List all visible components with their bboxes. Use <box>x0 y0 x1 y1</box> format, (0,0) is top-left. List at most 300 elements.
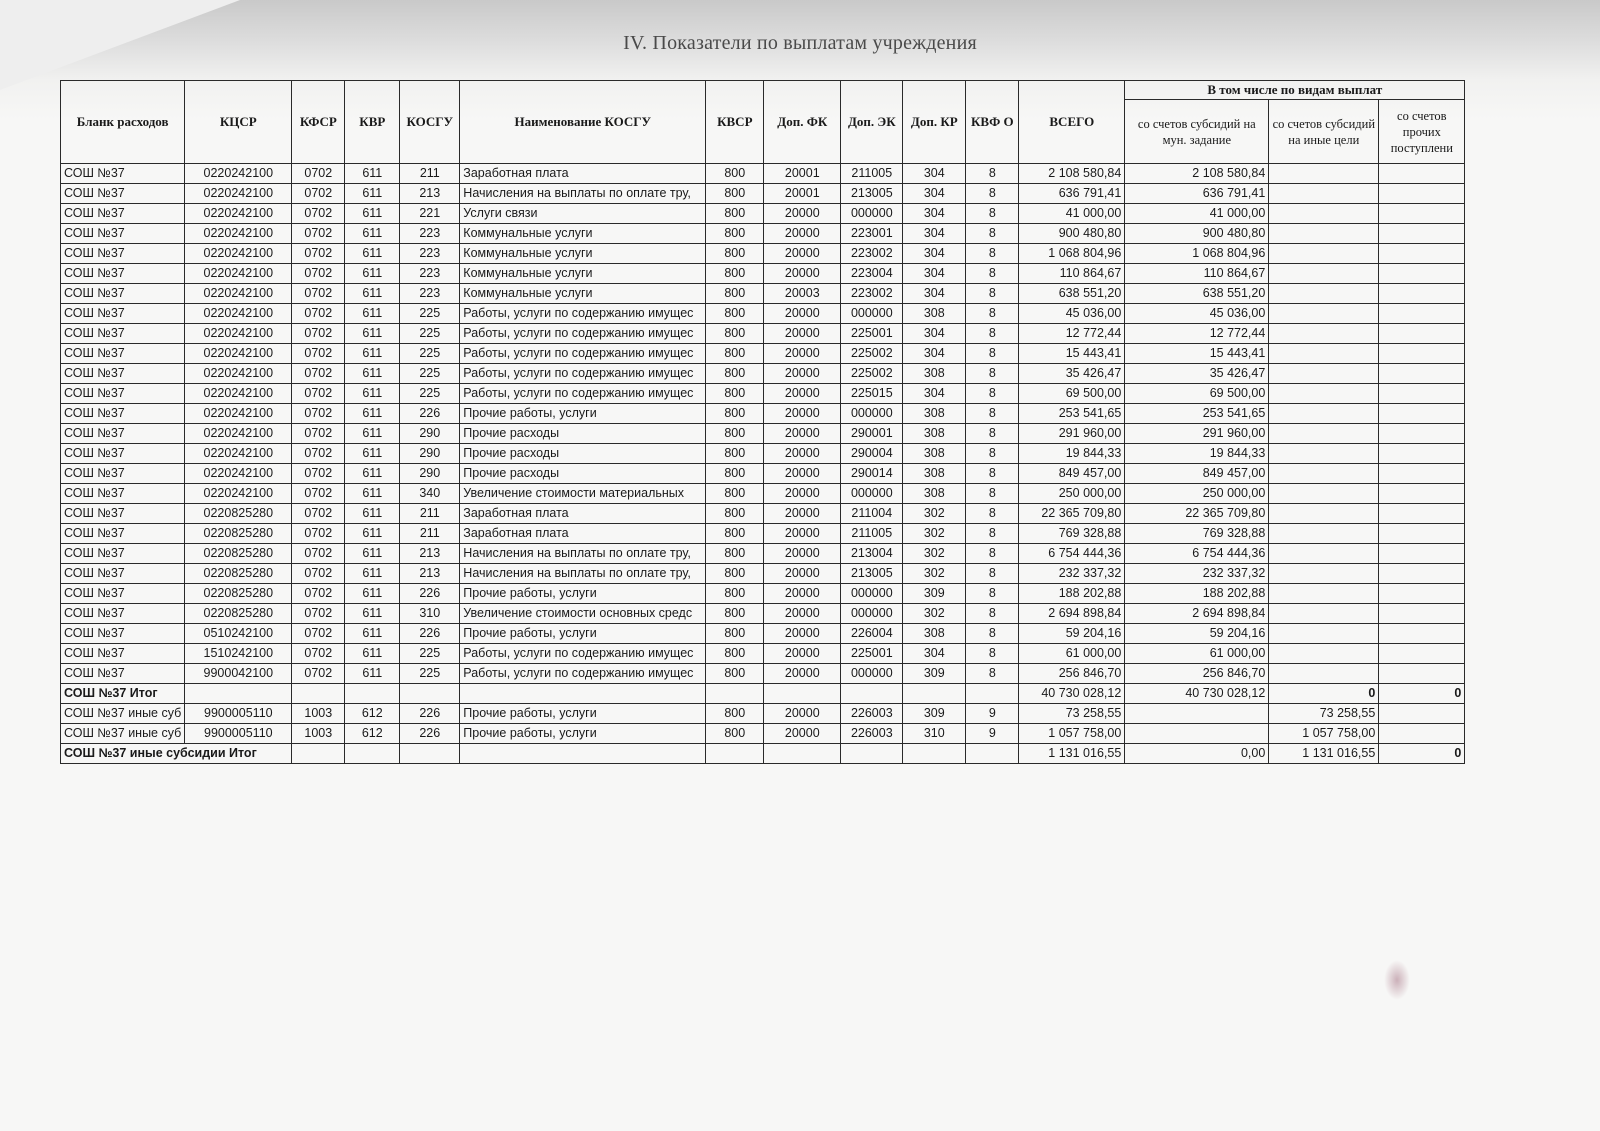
total-cell: 35 426,47 <box>1019 364 1125 384</box>
kosgu-cell: 225 <box>400 324 460 344</box>
kvr-cell: 611 <box>345 624 400 644</box>
kfsr-cell: 0702 <box>292 444 345 464</box>
kvsr-cell: 800 <box>706 584 764 604</box>
dop-kr-cell: 304 <box>903 164 966 184</box>
kfsr-cell: 0702 <box>292 324 345 344</box>
dop-ek-cell: 225015 <box>841 384 903 404</box>
sub-mun-task-cell: 35 426,47 <box>1125 364 1269 384</box>
header-payment-types-group: В том числе по видам выплат <box>1125 81 1465 100</box>
dop-ek-cell: 213005 <box>841 184 903 204</box>
sub-mun-task-cell: 19 844,33 <box>1125 444 1269 464</box>
kvr-cell: 612 <box>345 704 400 724</box>
total-cell: 849 457,00 <box>1019 464 1125 484</box>
table-row <box>61 584 1465 604</box>
dop-fk-cell: 20003 <box>764 284 841 304</box>
dop-kr-cell: 308 <box>903 464 966 484</box>
page-title: IV. Показатели по выплатам учреждения <box>623 32 977 54</box>
name-cell: Работы, услуги по содержанию имущес <box>460 344 706 364</box>
kfsr-cell: 1003 <box>292 704 345 724</box>
kcsr-cell: 0220242100 <box>185 424 292 444</box>
sub-other-income-cell <box>1379 304 1465 324</box>
kvr-cell: 611 <box>345 344 400 364</box>
dop-fk-cell: 20000 <box>764 524 841 544</box>
blank-cell: СОШ №37 иные суб <box>61 724 185 744</box>
header-dop-ek: Доп. ЭК <box>841 81 903 164</box>
header-kcsr: КЦСР <box>185 81 292 164</box>
dop-ek-cell: 225002 <box>841 344 903 364</box>
kvr-cell: 611 <box>345 384 400 404</box>
sub-other-income-cell <box>1379 344 1465 364</box>
total-cell: 188 202,88 <box>1019 584 1125 604</box>
dop-kr-cell: 302 <box>903 564 966 584</box>
sub-other-goals-cell <box>1269 404 1379 424</box>
kcsr-cell: 0220242100 <box>185 484 292 504</box>
table-row <box>61 444 1465 464</box>
dop-ek-cell: 226004 <box>841 624 903 644</box>
dop-kr-cell: 304 <box>903 324 966 344</box>
dop-ek-cell: 225002 <box>841 364 903 384</box>
kvsr-cell: 800 <box>706 304 764 324</box>
kfsr-cell: 0702 <box>292 624 345 644</box>
header-kvsr: КВСР <box>706 81 764 164</box>
table-row <box>61 604 1465 624</box>
total-cell: 2 108 580,84 <box>1019 164 1125 184</box>
total-cell: 291 960,00 <box>1019 424 1125 444</box>
kvfo-cell: 8 <box>966 264 1019 284</box>
kvfo-cell: 8 <box>966 624 1019 644</box>
name-cell: Работы, услуги по содержанию имущес <box>460 664 706 684</box>
name-cell: Коммунальные услуги <box>460 224 706 244</box>
total-sub-other-income: 0 <box>1379 744 1465 764</box>
sub-other-goals-cell <box>1269 284 1379 304</box>
sub-other-income-cell <box>1379 224 1465 244</box>
blank-cell: СОШ №37 <box>61 544 185 564</box>
dop-fk-cell: 20000 <box>764 704 841 724</box>
table-row <box>61 164 1465 184</box>
dop-fk-cell: 20000 <box>764 444 841 464</box>
sub-other-income-cell <box>1379 664 1465 684</box>
total-cell: 6 754 444,36 <box>1019 544 1125 564</box>
sub-other-income-cell <box>1379 244 1465 264</box>
blank-cell: СОШ №37 <box>61 404 185 424</box>
sub-mun-task-cell: 110 864,67 <box>1125 264 1269 284</box>
dop-kr-cell: 302 <box>903 544 966 564</box>
name-cell: Увеличение стоимости основных средс <box>460 604 706 624</box>
kfsr-cell: 0702 <box>292 484 345 504</box>
kvfo-cell: 8 <box>966 544 1019 564</box>
blank-cell: СОШ №37 <box>61 364 185 384</box>
kfsr-cell: 0702 <box>292 644 345 664</box>
kvfo-cell: 8 <box>966 484 1019 504</box>
dop-kr-cell: 304 <box>903 644 966 664</box>
sub-other-goals-cell <box>1269 164 1379 184</box>
sub-other-goals-cell: 73 258,55 <box>1269 704 1379 724</box>
sub-other-goals-cell <box>1269 324 1379 344</box>
kvr-cell: 611 <box>345 504 400 524</box>
kvfo-cell: 8 <box>966 184 1019 204</box>
name-cell: Коммунальные услуги <box>460 264 706 284</box>
dop-kr-cell: 304 <box>903 284 966 304</box>
kvsr-cell: 800 <box>706 564 764 584</box>
sub-mun-task-cell: 291 960,00 <box>1125 424 1269 444</box>
total-cell: 253 541,65 <box>1019 404 1125 424</box>
sub-other-income-cell <box>1379 524 1465 544</box>
sub-other-goals-cell <box>1269 504 1379 524</box>
dop-kr-cell: 304 <box>903 224 966 244</box>
name-cell: Прочие расходы <box>460 444 706 464</box>
sub-other-goals-cell <box>1269 304 1379 324</box>
blank-cell: СОШ №37 <box>61 184 185 204</box>
table-row <box>61 464 1465 484</box>
dop-kr-cell: 302 <box>903 524 966 544</box>
total-value: 40 730 028,12 <box>1019 684 1125 704</box>
kvr-cell: 611 <box>345 444 400 464</box>
header-total: ВСЕГО <box>1019 81 1125 164</box>
kvr-cell: 611 <box>345 564 400 584</box>
payments-table <box>60 80 1465 764</box>
kvr-cell: 611 <box>345 664 400 684</box>
dop-fk-cell: 20000 <box>764 724 841 744</box>
total-cell: 638 551,20 <box>1019 284 1125 304</box>
kcsr-cell: 0220242100 <box>185 444 292 464</box>
name-cell: Прочие расходы <box>460 424 706 444</box>
blank-cell: СОШ №37 <box>61 244 185 264</box>
table-row <box>61 184 1465 204</box>
kcsr-cell: 0220825280 <box>185 524 292 544</box>
dop-ek-cell: 223001 <box>841 224 903 244</box>
kosgu-cell: 211 <box>400 524 460 544</box>
kcsr-cell: 0220825280 <box>185 604 292 624</box>
dop-kr-cell: 308 <box>903 484 966 504</box>
dop-kr-cell: 302 <box>903 604 966 624</box>
dop-kr-cell: 308 <box>903 624 966 644</box>
kvr-cell: 611 <box>345 484 400 504</box>
dop-fk-cell: 20000 <box>764 224 841 244</box>
blank-cell: СОШ №37 <box>61 444 185 464</box>
dop-kr-cell: 308 <box>903 444 966 464</box>
kfsr-cell: 0702 <box>292 464 345 484</box>
kcsr-cell: 0220242100 <box>185 404 292 424</box>
sub-other-income-cell <box>1379 264 1465 284</box>
dop-ek-cell: 223002 <box>841 284 903 304</box>
name-cell: Прочие работы, услуги <box>460 704 706 724</box>
dop-ek-cell: 000000 <box>841 404 903 424</box>
total-cell: 73 258,55 <box>1019 704 1125 724</box>
kvr-cell: 611 <box>345 204 400 224</box>
kvr-cell: 611 <box>345 644 400 664</box>
sub-other-goals-cell <box>1269 264 1379 284</box>
name-cell: Работы, услуги по содержанию имущес <box>460 384 706 404</box>
blank-cell: СОШ №37 <box>61 484 185 504</box>
kvfo-cell: 8 <box>966 304 1019 324</box>
table-row <box>61 204 1465 224</box>
sub-mun-task-cell: 41 000,00 <box>1125 204 1269 224</box>
name-cell: Работы, услуги по содержанию имущес <box>460 644 706 664</box>
sub-mun-task-cell: 45 036,00 <box>1125 304 1269 324</box>
kfsr-cell: 0702 <box>292 184 345 204</box>
sub-other-goals-cell: 1 057 758,00 <box>1269 724 1379 744</box>
dop-kr-cell: 310 <box>903 724 966 744</box>
kosgu-cell: 213 <box>400 564 460 584</box>
dop-kr-cell: 304 <box>903 184 966 204</box>
sub-mun-task-cell: 69 500,00 <box>1125 384 1269 404</box>
name-cell: Увеличение стоимости материальных <box>460 484 706 504</box>
name-cell: Начисления на выплаты по оплате тру, <box>460 564 706 584</box>
dop-fk-cell: 20000 <box>764 264 841 284</box>
name-cell: Работы, услуги по содержанию имущес <box>460 324 706 344</box>
total-cell: 256 846,70 <box>1019 664 1125 684</box>
sub-mun-task-cell: 849 457,00 <box>1125 464 1269 484</box>
kosgu-cell: 211 <box>400 164 460 184</box>
kvfo-cell: 8 <box>966 424 1019 444</box>
kvsr-cell: 800 <box>706 484 764 504</box>
kosgu-cell: 340 <box>400 484 460 504</box>
dop-fk-cell: 20000 <box>764 644 841 664</box>
blank-cell: СОШ №37 <box>61 664 185 684</box>
blank-cell: СОШ №37 <box>61 304 185 324</box>
sub-other-income-cell <box>1379 164 1465 184</box>
kvfo-cell: 8 <box>966 524 1019 544</box>
sub-other-income-cell <box>1379 504 1465 524</box>
kvfo-cell: 8 <box>966 164 1019 184</box>
sub-mun-task-cell: 2 108 580,84 <box>1125 164 1269 184</box>
kvsr-cell: 800 <box>706 164 764 184</box>
kvr-cell: 611 <box>345 584 400 604</box>
name-cell: Начисления на выплаты по оплате тру, <box>460 544 706 564</box>
table-row <box>61 644 1465 664</box>
dop-kr-cell: 308 <box>903 304 966 324</box>
dop-ek-cell: 000000 <box>841 604 903 624</box>
table-row <box>61 544 1465 564</box>
table-row <box>61 624 1465 644</box>
kfsr-cell: 1003 <box>292 724 345 744</box>
sub-other-income-cell <box>1379 624 1465 644</box>
dop-fk-cell: 20000 <box>764 404 841 424</box>
kcsr-cell: 0220242100 <box>185 384 292 404</box>
dop-fk-cell: 20000 <box>764 464 841 484</box>
total-value: 1 131 016,55 <box>1019 744 1125 764</box>
sub-mun-task-cell: 6 754 444,36 <box>1125 544 1269 564</box>
kcsr-cell: 9900042100 <box>185 664 292 684</box>
kvfo-cell: 8 <box>966 324 1019 344</box>
sub-mun-task-cell: 636 791,41 <box>1125 184 1269 204</box>
name-cell: Прочие работы, услуги <box>460 724 706 744</box>
kfsr-cell: 0702 <box>292 224 345 244</box>
dop-ek-cell: 000000 <box>841 204 903 224</box>
sub-mun-task-cell: 253 541,65 <box>1125 404 1269 424</box>
name-cell: Заработная плата <box>460 504 706 524</box>
dop-fk-cell: 20000 <box>764 364 841 384</box>
sub-other-goals-cell <box>1269 464 1379 484</box>
sub-other-goals-cell <box>1269 484 1379 504</box>
dop-fk-cell: 20000 <box>764 304 841 324</box>
name-cell: Заработная плата <box>460 524 706 544</box>
kvsr-cell: 800 <box>706 324 764 344</box>
name-cell: Прочие работы, услуги <box>460 584 706 604</box>
kvr-cell: 611 <box>345 544 400 564</box>
kcsr-cell: 9900005110 <box>185 724 292 744</box>
sub-mun-task-cell: 256 846,70 <box>1125 664 1269 684</box>
table-row <box>61 404 1465 424</box>
header-dop-fk: Доп. ФК <box>764 81 841 164</box>
total-cell: 1 057 758,00 <box>1019 724 1125 744</box>
kvsr-cell: 800 <box>706 544 764 564</box>
kvfo-cell: 8 <box>966 244 1019 264</box>
sub-other-income-cell <box>1379 704 1465 724</box>
dop-fk-cell: 20000 <box>764 244 841 264</box>
kcsr-cell: 1510242100 <box>185 644 292 664</box>
kvr-cell: 611 <box>345 364 400 384</box>
total-cell: 636 791,41 <box>1019 184 1125 204</box>
kfsr-cell: 0702 <box>292 424 345 444</box>
blank-cell: СОШ №37 <box>61 284 185 304</box>
kvr-cell: 611 <box>345 224 400 244</box>
table-row <box>61 304 1465 324</box>
table-row <box>61 284 1465 304</box>
dop-kr-cell: 309 <box>903 584 966 604</box>
sub-other-goals-cell <box>1269 544 1379 564</box>
kvsr-cell: 800 <box>706 364 764 384</box>
table-row <box>61 484 1465 504</box>
total-cell: 232 337,32 <box>1019 564 1125 584</box>
kosgu-cell: 225 <box>400 384 460 404</box>
blank-cell: СОШ №37 иные суб <box>61 704 185 724</box>
sub-other-income-cell <box>1379 204 1465 224</box>
kosgu-cell: 221 <box>400 204 460 224</box>
sub-other-goals-cell <box>1269 664 1379 684</box>
total-cell: 900 480,80 <box>1019 224 1125 244</box>
sub-other-goals-cell <box>1269 564 1379 584</box>
kvsr-cell: 800 <box>706 224 764 244</box>
kfsr-cell: 0702 <box>292 164 345 184</box>
blank-cell: СОШ №37 <box>61 604 185 624</box>
sub-mun-task-cell: 250 000,00 <box>1125 484 1269 504</box>
sub-mun-task-cell: 12 772,44 <box>1125 324 1269 344</box>
table-row <box>61 504 1465 524</box>
dop-ek-cell: 225001 <box>841 324 903 344</box>
dop-ek-cell: 223004 <box>841 264 903 284</box>
kvr-cell: 611 <box>345 324 400 344</box>
blank-cell: СОШ №37 <box>61 264 185 284</box>
sub-other-goals-cell <box>1269 224 1379 244</box>
blank-cell: СОШ №37 <box>61 344 185 364</box>
total-cell: 769 328,88 <box>1019 524 1125 544</box>
kvr-cell: 611 <box>345 464 400 484</box>
kosgu-cell: 226 <box>400 584 460 604</box>
sub-other-goals-cell <box>1269 204 1379 224</box>
sub-mun-task-cell: 59 204,16 <box>1125 624 1269 644</box>
dop-fk-cell: 20001 <box>764 164 841 184</box>
kfsr-cell: 0702 <box>292 404 345 424</box>
dop-kr-cell: 302 <box>903 504 966 524</box>
kvsr-cell: 800 <box>706 504 764 524</box>
blank-cell: СОШ №37 <box>61 424 185 444</box>
kcsr-cell: 0220825280 <box>185 564 292 584</box>
table-total-other-subsidies <box>61 744 1465 764</box>
kvr-cell: 611 <box>345 424 400 444</box>
kvr-cell: 611 <box>345 284 400 304</box>
kfsr-cell: 0702 <box>292 344 345 364</box>
kvfo-cell: 8 <box>966 564 1019 584</box>
dop-kr-cell: 309 <box>903 704 966 724</box>
sub-other-income-cell <box>1379 184 1465 204</box>
kvfo-cell: 8 <box>966 364 1019 384</box>
sub-other-goals-cell <box>1269 424 1379 444</box>
kcsr-cell: 0220242100 <box>185 204 292 224</box>
kvfo-cell: 8 <box>966 464 1019 484</box>
table-row <box>61 264 1465 284</box>
kvfo-cell: 8 <box>966 664 1019 684</box>
dop-ek-cell: 000000 <box>841 664 903 684</box>
kvsr-cell: 800 <box>706 184 764 204</box>
header-kfsr: КФСР <box>292 81 345 164</box>
total-cell: 45 036,00 <box>1019 304 1125 324</box>
dop-ek-cell: 226003 <box>841 704 903 724</box>
kosgu-cell: 225 <box>400 344 460 364</box>
table-row <box>61 564 1465 584</box>
kosgu-cell: 226 <box>400 624 460 644</box>
table-total-main <box>61 684 1465 704</box>
sub-other-goals-cell <box>1269 244 1379 264</box>
sub-mun-task-cell: 2 694 898,84 <box>1125 604 1269 624</box>
table-row <box>61 704 1465 724</box>
blank-cell: СОШ №37 <box>61 204 185 224</box>
dop-fk-cell: 20000 <box>764 624 841 644</box>
dop-fk-cell: 20000 <box>764 484 841 504</box>
kvsr-cell: 800 <box>706 604 764 624</box>
kvfo-cell: 8 <box>966 604 1019 624</box>
dop-ek-cell: 000000 <box>841 484 903 504</box>
sub-mun-task-cell <box>1125 704 1269 724</box>
dop-ek-cell: 211004 <box>841 504 903 524</box>
dop-ek-cell: 226003 <box>841 724 903 744</box>
kcsr-cell: 0220242100 <box>185 364 292 384</box>
table-body-other-subsidies <box>61 704 1465 744</box>
kfsr-cell: 0702 <box>292 384 345 404</box>
total-cell: 2 694 898,84 <box>1019 604 1125 624</box>
header-kvr: КВР <box>345 81 400 164</box>
kfsr-cell: 0702 <box>292 564 345 584</box>
name-cell: Услуги связи <box>460 204 706 224</box>
sub-other-income-cell <box>1379 544 1465 564</box>
blank-cell: СОШ №37 <box>61 564 185 584</box>
sub-mun-task-cell <box>1125 724 1269 744</box>
header-kvfo: КВФ О <box>966 81 1019 164</box>
sub-mun-task-cell: 769 328,88 <box>1125 524 1269 544</box>
kvr-cell: 611 <box>345 524 400 544</box>
kvsr-cell: 800 <box>706 344 764 364</box>
blank-cell: СОШ №37 <box>61 464 185 484</box>
dop-ek-cell: 290001 <box>841 424 903 444</box>
sub-other-goals-cell <box>1269 364 1379 384</box>
kcsr-cell: 0220242100 <box>185 284 292 304</box>
kcsr-cell: 0220242100 <box>185 224 292 244</box>
kosgu-cell: 225 <box>400 304 460 324</box>
dop-ek-cell: 223002 <box>841 244 903 264</box>
dop-kr-cell: 308 <box>903 364 966 384</box>
dop-ek-cell: 211005 <box>841 164 903 184</box>
table-row <box>61 384 1465 404</box>
total-cell: 110 864,67 <box>1019 264 1125 284</box>
kosgu-cell: 310 <box>400 604 460 624</box>
dop-fk-cell: 20000 <box>764 604 841 624</box>
kcsr-cell: 0220242100 <box>185 344 292 364</box>
sub-other-goals-cell <box>1269 584 1379 604</box>
kvfo-cell: 8 <box>966 584 1019 604</box>
kcsr-cell: 9900005110 <box>185 704 292 724</box>
kosgu-cell: 211 <box>400 504 460 524</box>
header-name: Наименование КОСГУ <box>460 81 706 164</box>
